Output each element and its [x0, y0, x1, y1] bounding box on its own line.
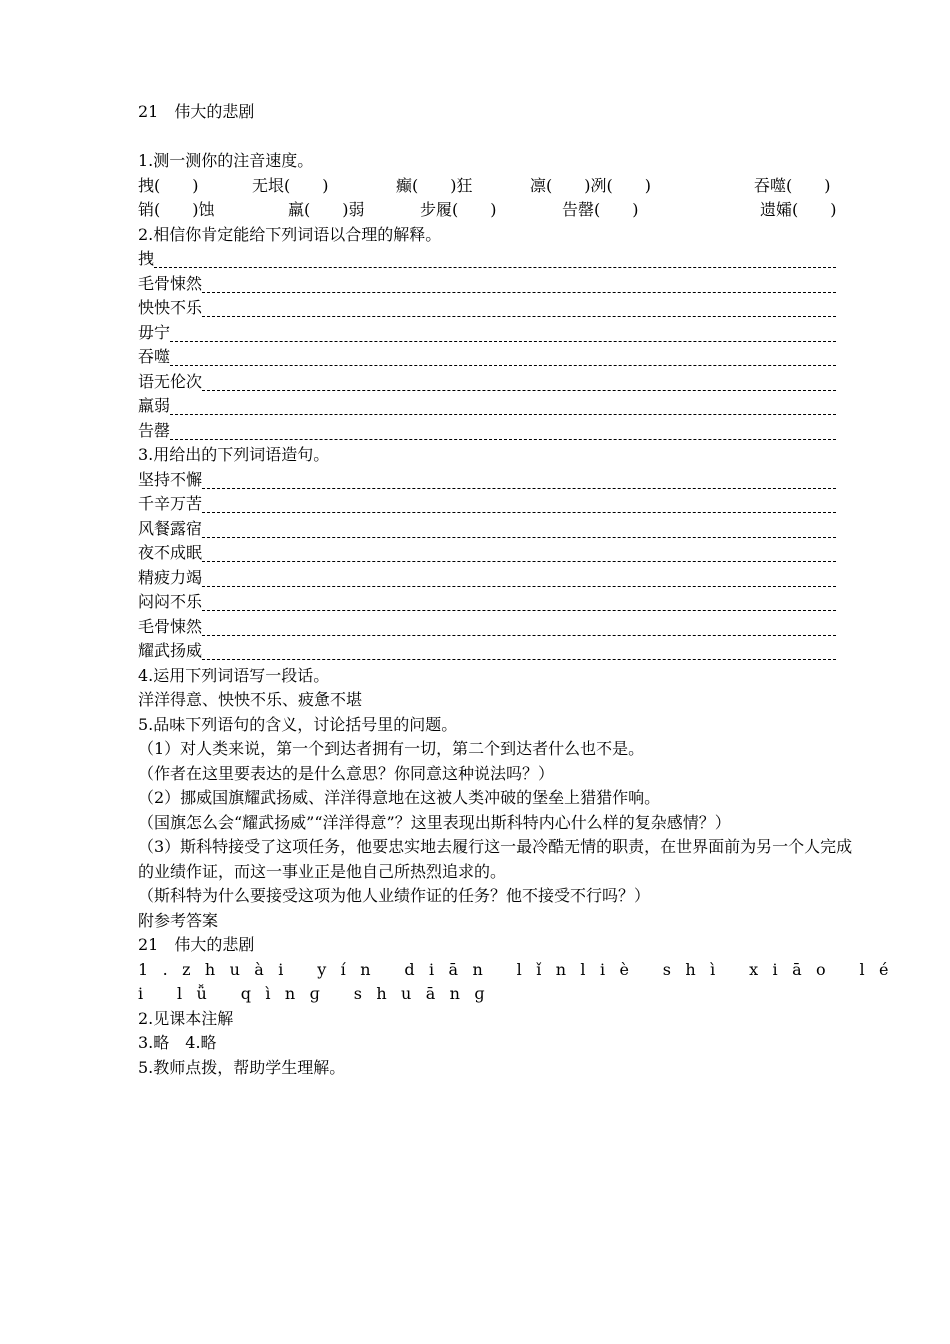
answer-5: 5.教师点拨，帮助学生理解。 [138, 1057, 346, 1077]
q3-answer-line [138, 541, 860, 566]
answer-blank[interactable] [170, 340, 836, 342]
q5-sentence-1: （1）对人类来说，第一个到达者拥有一切，第二个到达者什么也不是。 [138, 739, 645, 758]
q3-term: 耀武扬威 [138, 641, 203, 660]
q2-answer-line [138, 272, 860, 297]
q1-item: 羸( )弱 [288, 200, 365, 219]
answer-blank[interactable] [154, 266, 836, 268]
answers-heading: 附参考答案 [138, 910, 219, 930]
q1-item: 癫( )狂 [396, 175, 473, 195]
answer-blank[interactable] [202, 511, 836, 513]
answer-2: 2.见课本注解 [138, 1008, 234, 1028]
q2-heading: 2.相信你肯定能给下列词语以合理的解释。 [138, 224, 442, 244]
q2-term: 告罄 [138, 420, 171, 440]
q3-answer-line [138, 639, 860, 664]
answer-blank[interactable] [170, 364, 836, 366]
q2-answer-line [138, 296, 860, 321]
answer-3-4: 3.略 4.略 [138, 1033, 217, 1052]
q5-question-3: （斯科特为什么要接受这项为他人业绩作证的任务？他不接受不行吗？） [138, 886, 651, 905]
answer-blank[interactable] [202, 487, 836, 489]
q1-heading: 1.测一测你的注音速度。 [138, 151, 314, 170]
answer-blank[interactable] [202, 389, 836, 391]
answer-blank[interactable] [202, 315, 836, 317]
q5-heading: 5.品味下列语句的含义，讨论括号里的问题。 [138, 714, 458, 734]
answer-1-line-2: i lǚ qìnɡ shuānɡ [138, 984, 500, 1003]
answer-blank[interactable] [202, 291, 836, 293]
q1-item: 吞噬( ) [754, 175, 831, 195]
q2-answer-line [138, 419, 860, 444]
q3-answer-line [138, 615, 860, 640]
q1-item: 凛( )冽( ) [530, 175, 651, 195]
q1-row-2 [138, 198, 860, 223]
q1-item: 拽( ) [138, 175, 199, 195]
q1-item: 无垠( ) [252, 175, 329, 195]
answer-blank[interactable] [202, 658, 836, 660]
q3-term: 夜不成眠 [138, 543, 203, 562]
answer-blank[interactable] [202, 585, 836, 587]
q5-question-1: （作者在这里要表达的是什么意思？你同意这种说法吗？） [138, 763, 555, 783]
answer-blank[interactable] [202, 560, 836, 562]
q2-answer-line [138, 370, 860, 395]
q3-term: 千辛万苦 [138, 494, 203, 513]
q3-term: 风餐露宿 [138, 518, 203, 538]
q3-term: 精疲力竭 [138, 567, 203, 587]
q3-answer-line [138, 517, 860, 542]
q1-item: 告罄( ) [562, 200, 639, 219]
q1-item: 销( )蚀 [138, 200, 215, 219]
q2-answer-line [138, 394, 860, 419]
answers-title: 21 伟大的悲剧 [138, 935, 255, 954]
q3-heading: 3.用给出的下列词语造句。 [138, 445, 330, 464]
q3-term: 毛骨悚然 [138, 616, 203, 636]
answer-blank[interactable] [202, 634, 836, 636]
answer-blank[interactable] [170, 413, 836, 415]
q2-term: 毋宁 [138, 322, 171, 342]
q2-answer-line [138, 321, 860, 346]
q5-question-2: （国旗怎么会“耀武扬威”“洋洋得意”？这里表现出斯科特内心什么样的复杂感情？） [138, 812, 731, 832]
q2-term: 语无伦次 [138, 371, 203, 391]
q4-heading: 4.运用下列词语写一段话。 [138, 665, 330, 685]
q3-answer-line [138, 492, 860, 517]
q2-term: 毛骨悚然 [138, 273, 203, 293]
q2-answer-line [138, 345, 860, 370]
document-page [138, 100, 903, 1080]
spacer [138, 125, 860, 150]
q4-words: 洋洋得意、怏怏不乐、疲惫不堪 [138, 690, 363, 709]
q5-sentence-3: （3）斯科特接受了这项任务，他要忠实地去履行这一最冷酷无情的职责，在世界面前为另一个人完成的业绩作证，而这一事业正是他自己所热烈追求的。 [138, 837, 853, 881]
q2-answer-line [138, 247, 860, 272]
q3-term: 坚持不懈 [138, 469, 203, 489]
lesson-title: 21 伟大的悲剧 [138, 102, 255, 121]
answer-blank[interactable] [202, 536, 836, 538]
q2-term: 怏怏不乐 [138, 298, 203, 317]
answer-blank[interactable] [170, 438, 836, 440]
q2-term: 拽 [138, 249, 155, 268]
q3-term: 闷闷不乐 [138, 592, 203, 611]
answer-blank[interactable] [202, 609, 836, 611]
q3-answer-line [138, 590, 860, 615]
q5-sentence-2: （2）挪威国旗耀武扬威、洋洋得意地在这被人类冲破的堡垒上猎猎作响。 [138, 788, 661, 807]
q1-row-1 [138, 174, 860, 199]
q1-item: 步履( ) [420, 200, 497, 219]
q1-item: 遗孀( ) [760, 200, 837, 219]
q3-answer-line [138, 566, 860, 591]
q2-term: 羸弱 [138, 396, 171, 415]
answer-1-line-1: 1.zhuài yín diān lǐnliè shì xiāo lé [138, 959, 903, 979]
q3-answer-line [138, 468, 860, 493]
q2-term: 吞噬 [138, 347, 171, 366]
